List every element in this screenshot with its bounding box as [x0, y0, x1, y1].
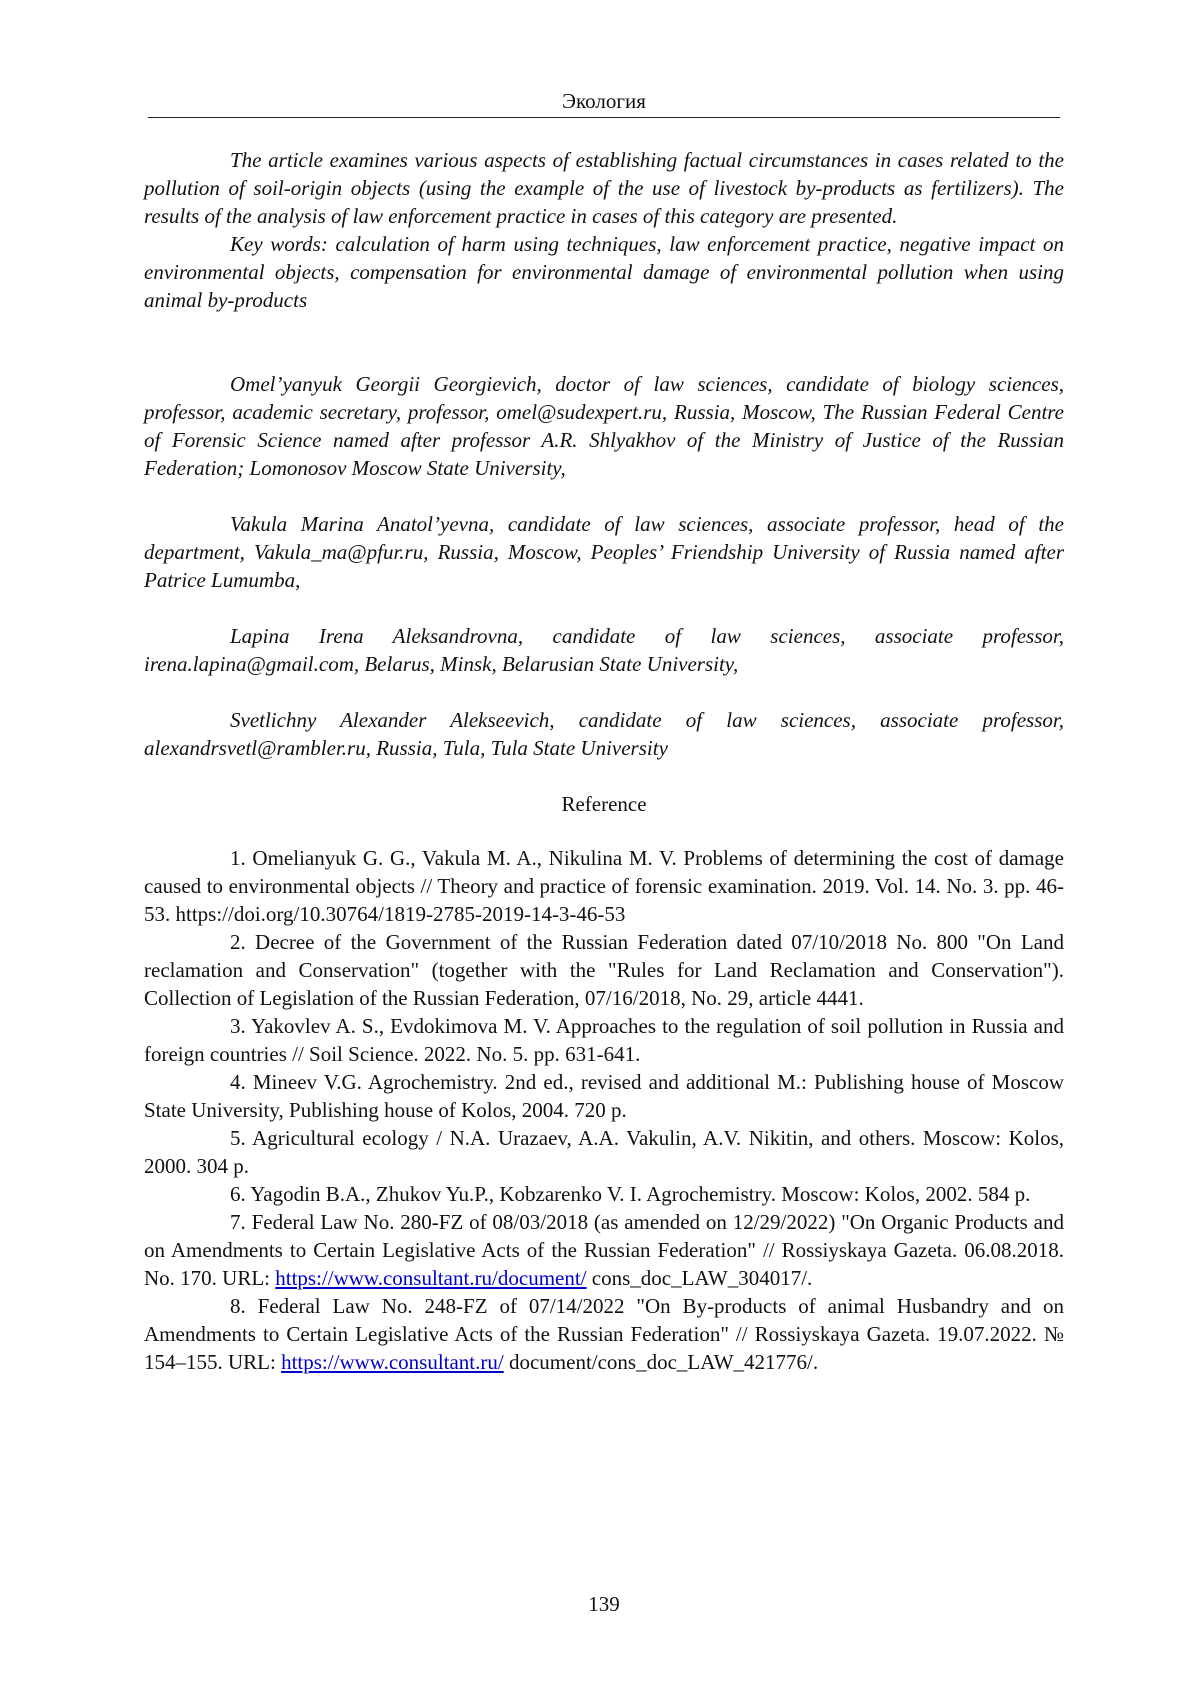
reference-item: 4. Mineev V.G. Agrochemistry. 2nd ed., revised and additional M.: Publishing house of Moscow State University, Publishing house of Kolos, 2004. 720 p.: [144, 1070, 1064, 1122]
author-block-2: [144, 510, 1064, 594]
keywords-text: Key words: calculation of harm using techniques, law enforcement practice, negative impact on environmental objects, compensation for environmental damage of environmental pollution when using animal by-products: [144, 232, 1064, 312]
references-list: [144, 844, 1064, 1376]
reference-item: [144, 1208, 1064, 1292]
abstract-section: [144, 146, 1064, 314]
reference-item: 5. Agricultural ecology / N.A. Urazaev, A.A. Vakulin, A.V. Nikitin, and others. Moscow: Kolos, 2000. 304 p.: [144, 1126, 1064, 1178]
author-block-1: [144, 370, 1064, 482]
reference-item: [144, 1292, 1064, 1376]
author-info: Vakula Marina Anatol’yevna, candidate of law sciences, associate professor, head of the department, Vakula_ma@pfur.ru, Russia, Moscow, Peoples’ Friendship University of Russia named after Patrice Lumumba,: [144, 512, 1064, 592]
abstract-text: The article examines various aspects of establishing factual circumstances in cases related to the pollution of soil-origin objects (using the example of the use of livestock by-products as fertilizers). The results of the analysis of law enforcement practice in cases of this category are presented.: [144, 148, 1064, 228]
reference-text: 7. Federal Law No. 280-FZ of 08/03/2018 (as amended on 12/29/2022) "On Organic Products and on Amendments to Certain Legislative Acts of the Russian Federation" // Rossiyskaya Gazeta. 06.08.2018. No. 170. URL:: [144, 1210, 1064, 1290]
reference-item: 1. Omelianyuk G. G., Vakula M. A., Nikulina M. V. Problems of determining the cost of damage caused to environmental objects // Theory and practice of forensic examination. 2019. Vol. 14. No. 3. pp. 46-53. https://doi.org/10.30764/1819-2785-2019-14-3-46-53: [144, 846, 1064, 926]
author-block-4: [144, 706, 1064, 762]
author-info: Svetlichny Alexander Alekseevich, candidate of law sciences, associate professor, alexandrsvetl@rambler.ru, Russia, Tula, Tula State University: [144, 708, 1064, 760]
page-number: 139: [588, 1592, 620, 1616]
author-block-3: [144, 622, 1064, 678]
reference-link[interactable]: https://www.consultant.ru/document/: [275, 1266, 587, 1290]
reference-item: 6. Yagodin B.A., Zhukov Yu.P., Kobzarenko V. I. Agrochemistry. Moscow: Kolos, 2002. 584 p.: [230, 1182, 1031, 1206]
header-rule: [148, 117, 1060, 118]
reference-text: 8. Federal Law No. 248-FZ of 07/14/2022 "On By-products of animal Husbandry and on Amendments to Certain Legislative Acts of the Russian Federation" // Rossiyskaya Gazeta. 19.07.2022. № 154–155. URL:: [144, 1294, 1064, 1374]
reference-tail: cons_doc_LAW_304017/.: [586, 1266, 813, 1290]
references-title: Reference: [561, 792, 647, 816]
author-info: Lapina Irena Aleksandrovna, candidate of law sciences, associate professor, irena.lapina@gmail.com, Belarus, Minsk, Belarusian State University,: [144, 624, 1064, 676]
reference-item: 3. Yakovlev A. S., Evdokimova M. V. Approaches to the regulation of soil pollution in Russia and foreign countries // Soil Science. 2022. No. 5. pp. 631-641.: [144, 1014, 1064, 1066]
reference-item: 2. Decree of the Government of the Russian Federation dated 07/10/2018 No. 800 "On Land reclamation and Conservation" (together with the "Rules for Land Reclamation and Conservation"). Collection of Legislation of the Russian Federation, 07/16/2018, No. 29, article 4441.: [144, 930, 1064, 1010]
reference-tail: document/cons_doc_LAW_421776/.: [503, 1350, 819, 1374]
reference-link[interactable]: https://www.consultant.ru/: [281, 1350, 504, 1374]
running-header: Экология: [562, 89, 646, 113]
author-info: Omel’yanyuk Georgii Georgievich, doctor of law sciences, candidate of biology sciences, professor, academic secretary, professor, omel@sudexpert.ru, Russia, Moscow, The Russian Federal Centre of Forensic Science named after professor A.R. Shlyakhov of the Ministry of Justice of the Russian Federation; Lomonosov Moscow State University,: [144, 372, 1064, 480]
